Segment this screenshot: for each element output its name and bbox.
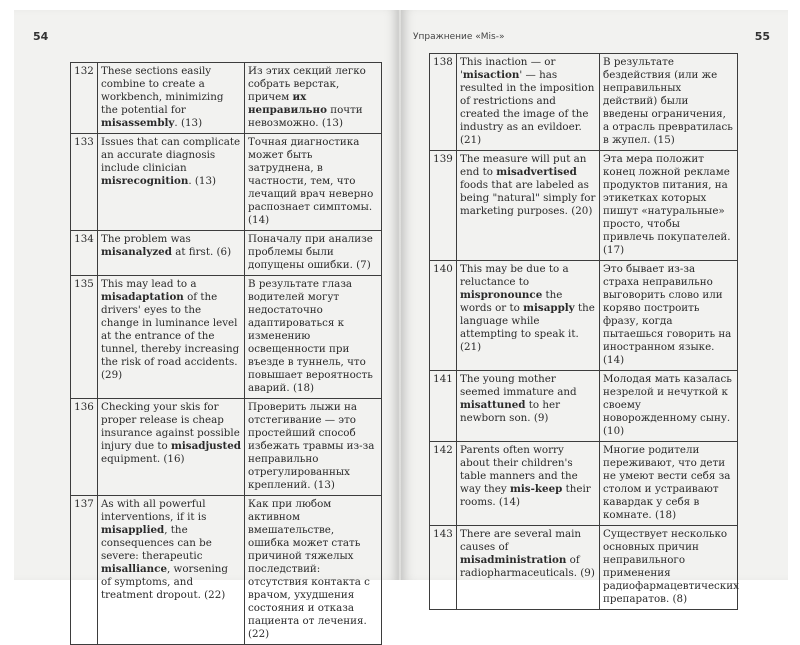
text-segment: Issues that can complicate an accurate diagnosis include clinician bbox=[101, 136, 241, 174]
highlighted-term: misanalyzed bbox=[101, 246, 172, 258]
text-segment: to her newborn son. (9) bbox=[460, 399, 561, 424]
example-number: 134 bbox=[71, 231, 98, 276]
english-sentence bbox=[457, 151, 600, 261]
page-number-left: 54 bbox=[33, 30, 49, 43]
text-segment: Молодая мать казалась незрелой и нечуткой к своему новорожденному сыну. (10) bbox=[603, 373, 732, 437]
table-row bbox=[430, 261, 738, 371]
text-segment: There are several main causes of bbox=[460, 528, 582, 553]
example-number: 141 bbox=[430, 371, 457, 442]
text-segment: the words or to bbox=[460, 289, 563, 314]
text-segment: This inaction — or ' bbox=[460, 56, 556, 81]
text-segment: Как при любом активном вмешательстве, ошибка может стать причиной тяжелых последствий: отсутствия контакта с врачом, ухудшения состояния и отказа пациента от лечения. (22) bbox=[248, 498, 370, 640]
exercise-table-left bbox=[70, 62, 382, 645]
english-sentence bbox=[98, 63, 245, 134]
right-page bbox=[401, 10, 788, 605]
highlighted-term: mis-keep bbox=[510, 483, 563, 495]
text-segment: of the drivers' eyes to the change in luminance level at the entrance of the tunnel, thereby increasing the risk of road accidents. (29) bbox=[101, 291, 240, 381]
text-segment: Многие родители переживают, что дети не умеют вести себя за столом и устраивают кавардак у себя в комнате. (18) bbox=[603, 444, 731, 521]
highlighted-term: misassembly bbox=[101, 117, 175, 129]
page-number-right: 55 bbox=[754, 30, 770, 43]
text-segment: Это бывает из-за страха неправильно выговорить слово или коряво построить фразу, когда пытаешься говорить на иностранном языке. (14) bbox=[603, 263, 732, 366]
text-segment: ' — has resulted in the imposition of restrictions and created the image of the industry as an evildoer. (21) bbox=[460, 69, 595, 146]
english-sentence bbox=[98, 231, 245, 276]
text-segment: почти невозможно. (13) bbox=[248, 104, 363, 129]
example-number: 137 bbox=[71, 496, 98, 645]
example-number: 139 bbox=[430, 151, 457, 261]
text-segment: Checking your skis for proper release is cheap insurance against possible injury due to bbox=[101, 401, 240, 452]
russian-translation bbox=[245, 134, 382, 231]
exercise-table-right bbox=[429, 53, 738, 610]
text-segment: The young mother seemed immature and bbox=[460, 373, 577, 398]
running-head: Упражнение «Mis-» bbox=[413, 32, 505, 42]
english-sentence bbox=[457, 526, 600, 610]
text-segment: equipment. (16) bbox=[101, 453, 185, 465]
text-segment: Из этих секций легко собрать верстак, причем bbox=[248, 65, 366, 103]
highlighted-term: mispronounce bbox=[460, 289, 543, 301]
rows-right bbox=[430, 54, 738, 610]
russian-translation bbox=[245, 231, 382, 276]
english-sentence bbox=[98, 134, 245, 231]
highlighted-term: misalliance bbox=[101, 563, 167, 575]
russian-translation bbox=[600, 526, 738, 610]
english-sentence bbox=[457, 54, 600, 151]
text-segment: В результате бездействия (или же неправильных действий) были введены ограничения, а отрасль превратилась в жупел. (15) bbox=[603, 56, 733, 146]
table-row bbox=[430, 371, 738, 442]
highlighted-term: misaction bbox=[462, 69, 520, 81]
russian-translation bbox=[600, 151, 738, 261]
table-row bbox=[430, 54, 738, 151]
english-sentence bbox=[98, 496, 245, 645]
table-row bbox=[71, 134, 382, 231]
text-segment: These sections easily combine to create a workbench, minimizing the potential for bbox=[101, 65, 224, 116]
english-sentence bbox=[98, 399, 245, 496]
russian-translation bbox=[245, 63, 382, 134]
russian-translation bbox=[600, 54, 738, 151]
table-row bbox=[71, 276, 382, 399]
text-segment: their rooms. (14) bbox=[460, 483, 591, 508]
example-number: 136 bbox=[71, 399, 98, 496]
table-row bbox=[71, 496, 382, 645]
text-segment: , the consequences can be severe: therapeutic bbox=[101, 524, 212, 562]
text-segment: Parents often worry about their children's table manners and the way they bbox=[460, 444, 578, 495]
text-segment: The measure will put an end to bbox=[460, 153, 587, 178]
text-segment: Точная диагностика может быть затруднена, в частности, тем, что лечащий врач неверно распознает симптомы. (14) bbox=[248, 136, 374, 226]
table-row bbox=[430, 151, 738, 261]
example-number: 142 bbox=[430, 442, 457, 526]
text-segment: , worsening of symptoms, and treatment dropout. (22) bbox=[101, 563, 229, 601]
table-row bbox=[71, 63, 382, 134]
english-sentence bbox=[457, 371, 600, 442]
table-row bbox=[71, 399, 382, 496]
example-number: 138 bbox=[430, 54, 457, 151]
text-segment: of radiopharmaceuticals. (9) bbox=[460, 554, 595, 579]
text-segment: Поначалу при анализе проблемы были допущены ошибки. (7) bbox=[248, 233, 373, 271]
table-row bbox=[430, 442, 738, 526]
russian-translation bbox=[600, 442, 738, 526]
text-segment: Проверить лыжи на отстегивание — это простейший способ избежать травмы из-за неправильно отрегулированных креплений. (13) bbox=[248, 401, 375, 491]
example-number: 132 bbox=[71, 63, 98, 134]
text-segment: Эта мера положит конец ложной рекламе продуктов питания, на этикетках которых пишут «натуральные» просто, чтобы привлечь покупателей. (17) bbox=[603, 153, 731, 256]
table-row bbox=[71, 231, 382, 276]
text-segment: This may lead to a bbox=[101, 278, 197, 290]
text-segment: В результате глаза водителей могут недостаточно адаптироваться к изменению освещенности при въезде в туннель, что повышает вероятность аварий. (18) bbox=[248, 278, 373, 394]
highlighted-term: misadvertised bbox=[496, 166, 577, 178]
text-segment: Существует несколько основных причин неправильного применения радиофармацевтических препаратов. (8) bbox=[603, 528, 739, 605]
example-number: 143 bbox=[430, 526, 457, 610]
english-sentence bbox=[457, 261, 600, 371]
example-number: 133 bbox=[71, 134, 98, 231]
left-page bbox=[14, 10, 399, 640]
text-segment: the language while attempting to speak it. (21) bbox=[460, 302, 595, 353]
highlighted-term: misapplied bbox=[101, 524, 165, 536]
text-segment: foods that are labeled as being "natural" simply for marketing purposes. (20) bbox=[460, 179, 596, 217]
highlighted-term: misadjusted bbox=[170, 440, 241, 452]
highlighted-term: их неправильно bbox=[248, 91, 327, 116]
russian-translation bbox=[245, 399, 382, 496]
russian-translation bbox=[600, 261, 738, 371]
text-segment: at first. (6) bbox=[171, 246, 232, 258]
english-sentence bbox=[98, 276, 245, 399]
rows-left bbox=[71, 63, 382, 645]
russian-translation bbox=[600, 371, 738, 442]
text-segment: . (13) bbox=[188, 175, 217, 187]
example-number: 140 bbox=[430, 261, 457, 371]
highlighted-term: misrecognition bbox=[101, 175, 189, 187]
highlighted-term: misadministration bbox=[460, 554, 567, 566]
text-segment: The problem was bbox=[101, 233, 191, 245]
russian-translation bbox=[245, 496, 382, 645]
text-segment: . (13) bbox=[174, 117, 203, 129]
russian-translation bbox=[245, 276, 382, 399]
highlighted-term: misapply bbox=[523, 302, 575, 314]
highlighted-term: misadaptation bbox=[101, 291, 184, 303]
table-row bbox=[430, 526, 738, 610]
text-segment: As with all powerful interventions, if it is bbox=[101, 498, 207, 523]
highlighted-term: misattuned bbox=[460, 399, 526, 411]
english-sentence bbox=[457, 442, 600, 526]
example-number: 135 bbox=[71, 276, 98, 399]
text-segment: This may be due to a reluctance to bbox=[460, 263, 569, 288]
